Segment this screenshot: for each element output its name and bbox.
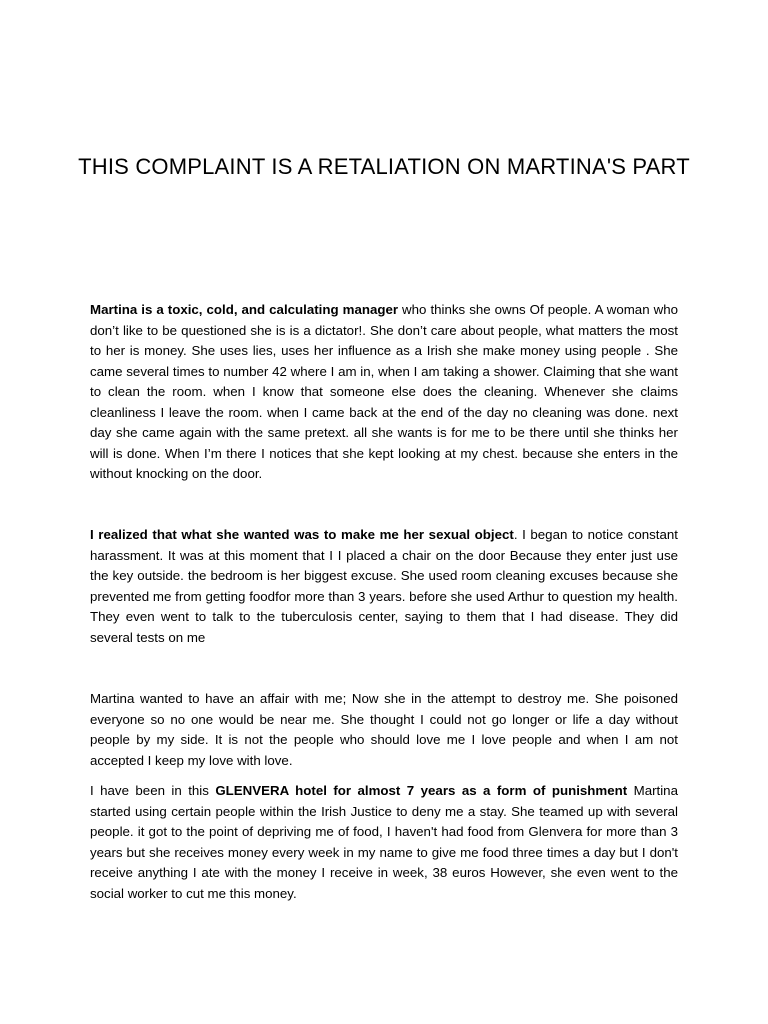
paragraph-1-text: who thinks she owns Of people. A woman who don’t like to be questioned she is is a dictator!. She don’t care about people, what matters the most to her is money. She uses lies, uses her influence as a Irish she make money using people . She came several times to number 42 where I am in, when I am taking a shower. Claiming that she want to clean the room. when I know that someone else does the cleaning. Whenever she claims cleanliness I leave the room. when I came back at the end of the day no cleaning was done. next day she came again with the same pretext. all she wants is for me to be there until she thinks her will is done. When I’m there I notices that she kept looking at my chest. because she enters in the without knocking on the door.: [90, 302, 678, 481]
paragraph-3-text: Martina wanted to have an affair with me; Now she in the attempt to destroy me. She poisoned everyone so no one would be near me. She thought I could not go longer or life a day without people by my side. It is not the people who should love me I love people and when I am not accepted I keep my love with love.: [90, 691, 678, 768]
paragraph-2-bold-lead: I realized that what she wanted was to make me her sexual object: [90, 527, 514, 542]
document-title: THIS COMPLAINT IS A RETALIATION ON MARTINA'S PART: [78, 154, 690, 179]
paragraph-4: [90, 781, 678, 904]
paragraph-1: [90, 300, 678, 485]
paragraph-1-bold-lead: Martina is a toxic, cold, and calculating manager: [90, 302, 399, 317]
paragraph-2: [90, 525, 678, 648]
paragraph-2-text: . I began to notice constant harassment. It was at this moment that I I placed a chair on the door Because they enter just use the key outside. the bedroom is her biggest excuse. She used room cleaning excuses because she prevented me from getting foodfor more than 3 years. before she used Arthur to question my health. They even went to talk to the tuberculosis center, saying to them that I had disease. They did several tests on me: [90, 527, 678, 645]
paragraph-3: [90, 689, 678, 771]
paragraph-4-bold-mid: GLENVERA hotel for almost 7 years as a form of punishment: [215, 783, 628, 798]
paragraph-4-text: Martina started using certain people within the Irish Justice to deny me a stay. She teamed up with several people. it got to the point of depriving me of food, I haven't had food from Glenvera for more than 3 years but she receives money every week in my name to give me food three times a day but I don't receive anything I ate with the money I receive in week, 38 euros However, she even went to the social worker to cut me this money.: [90, 783, 678, 901]
paragraph-4-pre: I have been in this: [90, 783, 216, 798]
